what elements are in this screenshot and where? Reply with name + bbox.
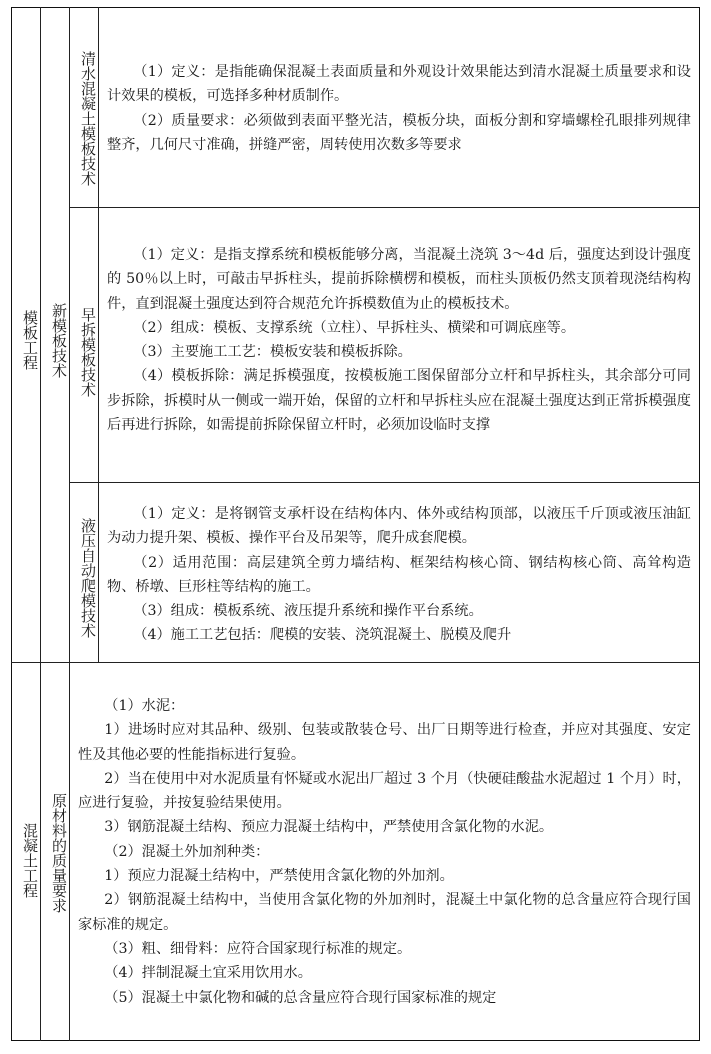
subsection-description	[78, 694, 691, 1010]
paragraph: 2）钢筋混凝土结构中，当使用含氯化物的外加剂时，混凝土中氯化物的总含量应符合现行国家标准的规定。	[78, 892, 691, 933]
paragraph: （1）水泥：	[104, 698, 185, 714]
item-description	[107, 60, 691, 157]
table-border-left	[11, 7, 12, 1041]
column-divider-3	[98, 7, 99, 662]
paragraph: 1）进场时应对其品种、级别、包装或散装仓号、出厂日期等进行检查，并应对其强度、安定性及其他必要的性能指标进行复验。	[78, 722, 691, 763]
table-border-bottom	[11, 1040, 700, 1041]
column-divider-1	[40, 7, 41, 1041]
paragraph: （2）适用范围：高层建筑全剪力墙结构、框架结构核心筒、钢结构核心筒、高耸构造物、桥墩、巨形柱等结构的施工。	[107, 554, 691, 595]
paragraph: （3）粗、细骨料：应符合国家现行标准的规定。	[104, 940, 412, 957]
column-divider-2	[69, 7, 70, 1041]
subsection-label: 新模板技术	[50, 302, 68, 378]
section-label: 模板工程	[21, 310, 39, 370]
paragraph: （1）定义：是指支撑系统和模板能够分离，当混凝土浇筑 3～4d 后，强度达到设计强度的 50％以上时，可敲击早拆柱头，提前拆除横楞和模板，而柱头顶板仍然支顶着现浇结构构件，直到混凝土强度达到符合规范允许拆模数值为止的模板技术。	[107, 247, 691, 312]
item-description	[107, 502, 691, 648]
item-label: 液压自动爬模技术	[79, 518, 97, 638]
item-label: 早拆模板技术	[79, 307, 97, 397]
paragraph: （5）混凝土中氯化物和碱的总含量应符合现行国家标准的规定	[104, 989, 497, 1006]
section-label: 混凝土工程	[21, 822, 39, 898]
paragraph: 2）当在使用中对水泥质量有怀疑或水泥出厂超过 3 个月（快硬硅酸盐水泥超过 1 个月）时，应进行复验，并按复验结果使用。	[78, 770, 691, 812]
paragraph: （2）混凝土外加剂种类：	[104, 843, 270, 860]
row-divider-section	[11, 662, 700, 663]
paragraph: （3）主要施工工艺：模板安装和模板拆除。	[133, 344, 412, 361]
row-divider-2	[69, 482, 700, 483]
paragraph: （1）定义：是指能确保混凝土表面质量和外观设计效果能达到清水混凝土质量要求和设计效果的模板，可选择多种材质制作。	[107, 64, 691, 105]
paragraph: （4）施工工艺包括：爬模的安装、浇筑混凝土、脱模及爬升	[133, 627, 512, 644]
row-divider-1	[69, 207, 700, 208]
paragraph: （1）定义：是将钢管支承杆设在结构体内、体外或结构顶部，以液压千斤顶或液压油缸为动力提升架、模板、操作平台及吊架等，爬升成套爬模。	[107, 506, 691, 547]
paragraph: （3）组成：模板系统、液压提升系统和操作平台系统。	[133, 603, 483, 620]
table-border-top	[11, 7, 700, 8]
paragraph: （2）组成：模板、支撑系统（立柱）、早拆柱头、横梁和可调底座等。	[133, 319, 576, 336]
paragraph: 1）预应力混凝土结构中，严禁使用含氯化物的外加剂。	[104, 868, 454, 885]
item-label: 清水混凝土模板技术	[79, 50, 97, 186]
table-border-right	[699, 7, 700, 1041]
paragraph: （4）拌制混凝土宜采用饮用水。	[104, 965, 312, 982]
item-description	[107, 243, 691, 437]
paragraph: （2）质量要求：必须做到表面平整光洁，模板分块，面板分割和穿墙螺栓孔眼排列规律整齐，几何尺寸准确，拼缝严密，周转使用次数多等要求	[107, 112, 691, 153]
paragraph: 3）钢筋混凝土结构、预应力混凝土结构中，严禁使用含氯化物的水泥。	[104, 819, 554, 836]
subsection-label: 原材料的质量要求	[50, 793, 68, 913]
paragraph: （4）模板拆除：满足拆模强度，按模板施工图保留部分立杆和早拆柱头，其余部分可同步拆除，拆模时从一侧或一端开始，保留的立杆和早拆柱头应在混凝土强度达到正常拆模强度后再进行拆除，如需提前拆除保留立杆时，必须加设临时支撑	[107, 368, 691, 434]
